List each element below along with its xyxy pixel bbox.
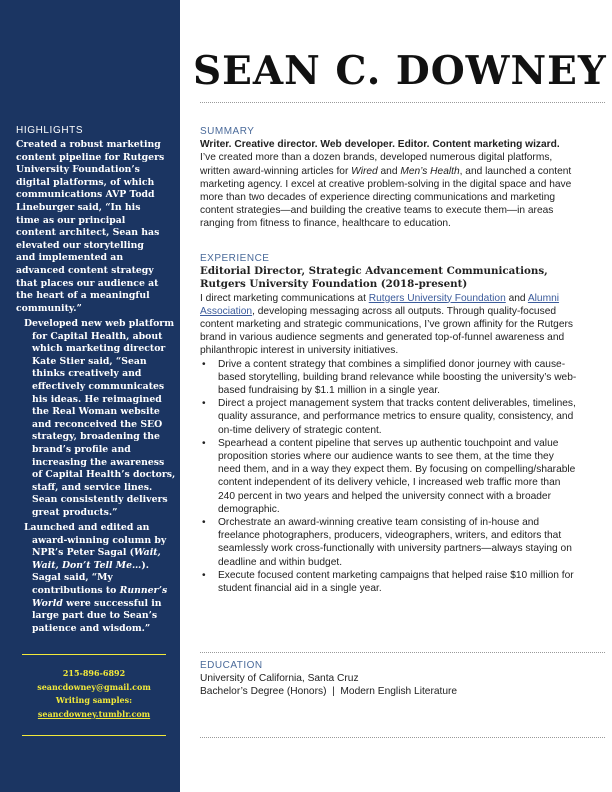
experience-heading: EXPERIENCE [200, 253, 270, 264]
school: University of California, Santa Cruz [200, 673, 359, 685]
highlight-capital-health: Developed new web platform for Capital Health, about which marketing director Kate Stier said, “Sean thinks creatively and effectively communicates his ideas. He reimagined the Real Woman website and reconceived the SEO strategy, broadening the brand’s profile and increasing the awareness of Capital Health’s doctors, staff, and service lines. Sean consistently delivers great products.” [24, 318, 176, 518]
summary-text: I’ve created more than a dozen brands, developed numerous digital platforms, written award-winning articles for Wired and Men’s Health, and launched a content marketing agency. I excel at creative problem-solving in the digital space and have more than two decades of experience directing communications and marketing content strategies—and building the creative teams to execute them—in areas ranging from fitness to finance, healthcare to education. [200, 152, 572, 230]
highlights-heading: HIGHLIGHTS [16, 125, 84, 136]
list-item: • Execute focused content marketing campaigns that helped raise $10 million for student financial aid in a single year. [200, 569, 578, 595]
writing-samples-label: Writing samples: [55, 695, 133, 705]
divider [200, 652, 605, 653]
email[interactable]: seancdowney@gmail.com [37, 681, 151, 692]
contact-block [22, 654, 166, 736]
education-section [200, 659, 578, 699]
writing-samples-link[interactable]: seancdowney.tumblr.com [37, 708, 151, 719]
list-item: • Orchestrate an award-winning creative team consisting of in-house and freelance photographers, producers, videographers, writers, and editors that seamlessly work cross-functionally with university partners—always staying on deadline and within budget. [200, 516, 578, 569]
phone[interactable]: 215-896-6892 [62, 668, 126, 678]
degree: Bachelor’s Degree (Honors) | Modern English Literature [200, 686, 458, 698]
list-item: • Spearhead a content pipeline that serves up authentic touchpoint and value proposition stories where our audience wants to see them, at the time they need them, and in a way they expect them. By focusing on compelling/sharable content independent of its delivery vehicle, I increased web traffic more than 240 percent in two years and helped the university connect with a broader demographic. [200, 437, 578, 516]
rutgers-foundation-link[interactable]: Rutgers University Foundation [368, 292, 506, 304]
list-item: • Direct a project management system that tracks content deliverables, timelines, quality assurance, and performance metrics to ensure quality, consistency, and on-time delivery of strategic content. [200, 397, 578, 437]
divider [200, 102, 605, 103]
summary-tagline: Writer. Creative director. Web developer. Editor. Content marketing wizard. [200, 139, 560, 151]
page-title: SEAN C. DOWNEY [193, 48, 607, 94]
experience-section [200, 252, 578, 595]
highlight-rutgers: Created a robust marketing content pipeline for Rutgers University Foundation’s digital platforms, of which communications AVP Todd Lineburger said, “In his time as our principal content architect, Sean has elevated our storytelling and implemented an advanced content strategy that places our audience at the heart of a meaningful community.” [16, 139, 165, 314]
divider [200, 737, 605, 738]
summary-heading: SUMMARY [200, 126, 255, 137]
list-item: • Drive a content strategy that combines a simplified donor journey with cause-based storytelling, building brand relevance while boosting the university’s web-based fundraising by $1.1 million in a single year. [200, 358, 578, 398]
alumni-association-link[interactable]: Alumni Association [200, 292, 560, 317]
sidebar [0, 0, 180, 792]
summary-section [200, 125, 578, 231]
highlight-sagal: Launched and edited an award-winning column by NPR’s Peter Sagal (Wait, Wait, Don’t Tell Me…). Sagal said, “My contributions to Runner’s World were successful in large part due to Sean’s patience and wisdom.” [24, 522, 168, 634]
job-intro: I direct marketing communications at Rutgers University Foundation and Alumni Association, developing messaging across all outputs. Through quality-focused content marketing and strategic communications, I’ve grown affinity for the Rutgers brand in various audience segments and generated top-of-funnel awareness and philanthropic interest in university initiatives. [200, 292, 573, 357]
education-heading: EDUCATION [200, 660, 263, 671]
job-title: Editorial Director, Strategic Advancement Communications, Rutgers University Foundation (2018-present) [200, 265, 548, 291]
job-bullets [200, 358, 578, 596]
